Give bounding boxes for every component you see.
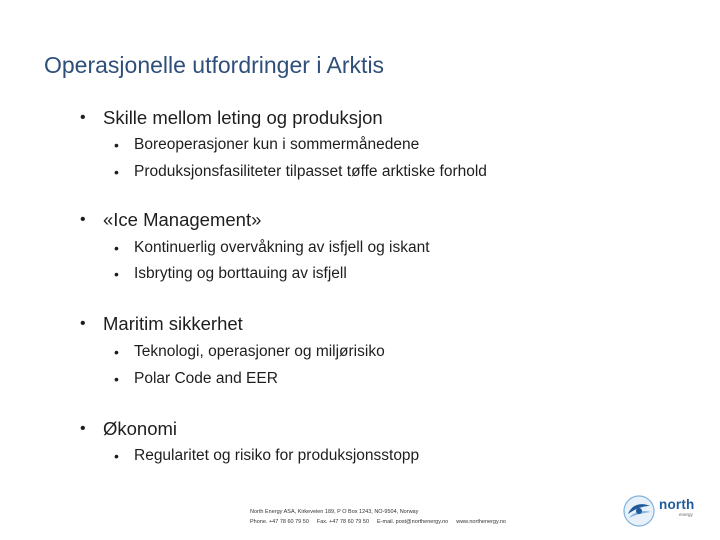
bullet-dot: •: [114, 344, 119, 360]
bullet-dot: •: [114, 371, 119, 387]
bullet-item-text: Isbryting og borttauing av isfjell: [134, 265, 347, 282]
bullet-dot: •: [80, 420, 86, 437]
footer-fax: Fax. +47 78 60 79 50: [316, 519, 370, 525]
footer-email: E-mail. post@northenergy.no: [377, 519, 449, 525]
bullet-dot: •: [114, 266, 119, 282]
bullet-item-text: Regularitet og risiko for produksjonsstopp: [134, 447, 420, 464]
bullet-heading-text: Skille mellom leting og produksjon: [103, 107, 383, 128]
bullet-item-text: Polar Code and EER: [134, 370, 278, 387]
footer-contact: [250, 507, 506, 527]
logo-tagline-text: energy: [679, 512, 693, 517]
bullet-dot: •: [80, 211, 86, 228]
bullet-heading-text: Maritim sikkerhet: [103, 313, 243, 334]
bullet-heading-text: «Ice Management»: [103, 209, 262, 230]
bullet-dot: •: [114, 164, 119, 180]
bullet-dot: •: [80, 109, 86, 126]
bullet-dot: •: [114, 137, 119, 153]
bullet-item-text: Kontinuerlig overvåkning av isfjell og iskant: [134, 239, 430, 256]
bullet-dot: •: [80, 315, 86, 332]
company-logo: [622, 494, 702, 528]
footer-phone: Phone. +47 78 60 79 50: [250, 519, 309, 525]
footer-contact-line: [250, 517, 506, 527]
logo-brand-text: north: [659, 497, 695, 512]
bullet-item-text: Produksjonsfasiliteter tilpasset tøffe arktiske forhold: [134, 163, 487, 180]
north-energy-logo-mark-icon: [622, 494, 656, 528]
slide-title: Operasjonelle utfordringer i Arktis: [44, 52, 385, 78]
bullet-dot: •: [114, 448, 119, 464]
bullet-dot: •: [114, 240, 119, 256]
bullet-heading-text: Økonomi: [103, 418, 178, 439]
bullet-item-text: Boreoperasjoner kun i sommermånedene: [134, 136, 420, 153]
footer-address: North Energy ASA, Kirkeveien 189, P O Box 1243, NO-9504, Norway: [250, 509, 419, 515]
footer-web: www.northenergy.no: [456, 519, 506, 525]
bullet-item-text: Teknologi, operasjoner og miljørisiko: [134, 343, 385, 360]
